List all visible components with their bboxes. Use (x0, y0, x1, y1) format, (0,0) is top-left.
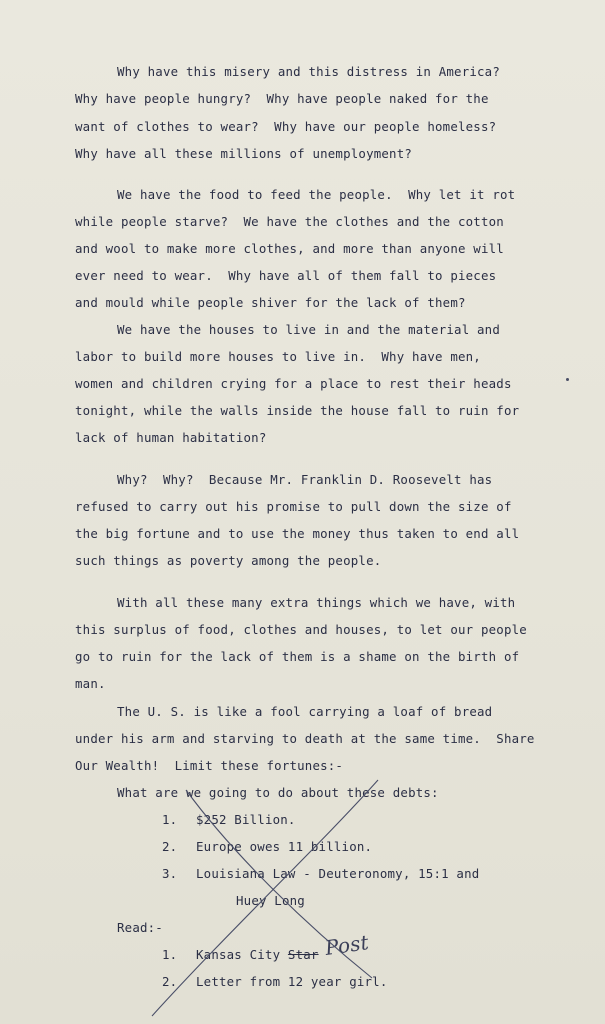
text-line: while people starve? We have the clothes and the cotton (75, 214, 504, 229)
debt-item-text: $252 Billion. (196, 812, 296, 827)
text-line: the big fortune and to use the money thus taken to end all (75, 526, 520, 541)
text-line: and mould while people shiver for the lack of them? (75, 295, 466, 310)
struck-word: Star (287, 947, 319, 962)
text-line: and wool to make more clothes, and more than anyone will (75, 241, 504, 256)
text-line: lack of human habitation? (75, 430, 267, 445)
text-line: under his arm and starving to death at the same time. Share (75, 731, 535, 746)
text-line: man. (75, 676, 106, 691)
text-line: The U. S. is like a fool carrying a loaf of bread (117, 704, 493, 719)
debt-item-text: Europe owes 11 billion. (196, 839, 373, 854)
text-line: We have the food to feed the people. Why let it rot (117, 187, 516, 202)
read-item-text (196, 949, 319, 961)
read-item-text: Letter from 12 year girl. (196, 974, 388, 989)
text-line: women and children crying for a place to rest their heads (75, 376, 512, 391)
text-line: labor to build more houses to live in. Why have men, (75, 349, 481, 364)
debt-item-number: 1. (162, 812, 178, 827)
read-item-text-plain: Kansas City (196, 947, 288, 962)
text-line: refused to carry out his promise to pull down the size of (75, 499, 512, 514)
read-item-number: 2. (162, 974, 178, 989)
read-label: Read:- (117, 920, 163, 935)
text-line: We have the houses to live in and the material and (117, 322, 500, 337)
text-line: Our Wealth! Limit these fortunes:- (75, 758, 344, 773)
text-line: Why have all these millions of unemployment? (75, 146, 413, 161)
text-line: Why have this misery and this distress in America? (117, 64, 500, 79)
read-item-number: 1. (162, 947, 178, 962)
text-line: With all these many extra things which we have, with (117, 595, 516, 610)
text-line: go to ruin for the lack of them is a shame on the birth of (75, 649, 520, 664)
handwritten-correction: Post (323, 930, 371, 960)
debt-item-text: Louisiana Law - Deuteronomy, 15:1 and (196, 866, 480, 881)
text-line: Why have people hungry? Why have people naked for the (75, 91, 489, 106)
debt-item-number: 2. (162, 839, 178, 854)
debts-intro: What are we going to do about these debts: (117, 785, 439, 800)
text-line: ever need to wear. Why have all of them fall to pieces (75, 268, 497, 283)
text-line: such things as poverty among the people. (75, 553, 382, 568)
text-line: want of clothes to wear? Why have our people homeless? (75, 119, 497, 134)
debt-item-number: 3. (162, 866, 178, 881)
text-line: Why? Why? Because Mr. Franklin D. Roosevelt has (117, 472, 493, 487)
text-line: tonight, while the walls inside the house fall to ruin for (75, 403, 520, 418)
ink-smudge (566, 378, 569, 381)
debt-item-continuation: Huey Long (236, 893, 305, 908)
text-line: this surplus of food, clothes and houses, to let our people (75, 622, 527, 637)
